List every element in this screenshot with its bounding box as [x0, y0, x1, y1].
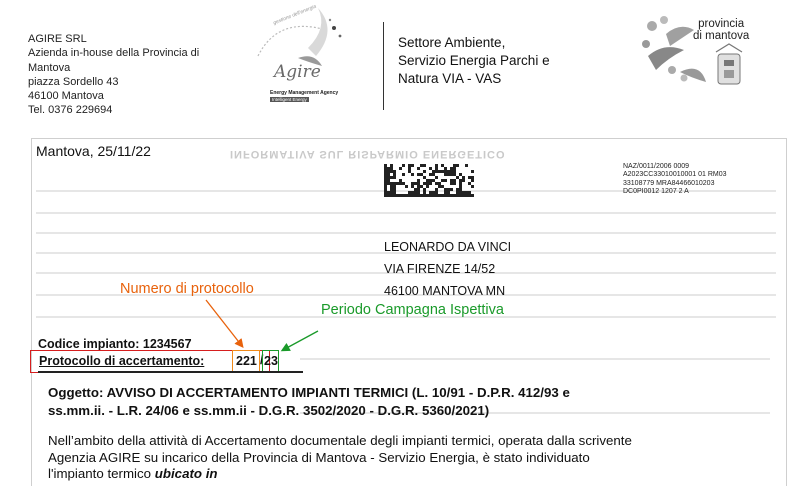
- annotation-protocol-number: Numero di protocollo: [120, 281, 254, 297]
- protocol-number: 221: [236, 354, 257, 368]
- body-line: Nell’ambito della attività di Accertamento documentale degli impianti termici, operata dalla scrivente: [48, 433, 632, 448]
- recipient-line: VIA FIRENZE 14/52: [384, 262, 496, 276]
- letter-body: [48, 433, 632, 483]
- body-line: [48, 466, 632, 483]
- annotation-campaign-period: Periodo Campagna Ispettiva: [321, 302, 504, 318]
- period-arrow: [283, 331, 318, 350]
- sector-line: Servizio Energia Parchi e: [398, 53, 550, 68]
- sender-line: 46100 Mantova: [28, 90, 104, 103]
- protocol-separator: /: [260, 353, 264, 367]
- code-line: 33108779 MRA84466010203: [623, 179, 715, 187]
- subject-line: Oggetto: AVVISO DI ACCERTAMENTO IMPIANTI TERMICI (L. 10/91 - D.P.R. 412/93 e: [48, 385, 570, 400]
- agire-tagline: Energy Management Agency: [270, 90, 339, 96]
- recipient-line: LEONARDO DA VINCI: [384, 240, 512, 254]
- sender-line: Mantova: [28, 61, 71, 74]
- body-text-italic: ubicato in: [154, 466, 218, 481]
- sender-line: Azienda in-house della Provincia di: [28, 47, 200, 60]
- protocol-label: Protocollo di accertamento:: [39, 354, 205, 368]
- recipient-line: 46100 MANTOVA MN: [384, 284, 506, 298]
- period-number: 23: [264, 354, 278, 368]
- subject-line: ss.mm.ii. - L.R. 24/06 e ss.mm.ii - D.G.R. 3502/2020 - D.G.R. 5360/2021): [48, 403, 490, 418]
- sender-line: piazza Sordello 43: [28, 75, 119, 88]
- body-line: Agenzia AGIRE su incarico della Provincia di Mantova - Servizio Energia, è stato individuato: [48, 449, 590, 465]
- letter-subject: [48, 384, 570, 420]
- protocol-arrow: [206, 300, 242, 346]
- agire-wordmark: Agire: [274, 62, 321, 82]
- agire-arc-text: gestione dell'energia: [272, 3, 318, 27]
- province-line: provincia: [698, 18, 745, 30]
- place-date: Mantova, 25/11/22: [36, 143, 151, 159]
- agire-subtitle: Intelligent Energy: [272, 97, 307, 102]
- body-text-plain: l'impianto termico: [48, 466, 155, 481]
- code-line: DC0PI0012 1207 2 A: [623, 187, 689, 195]
- underline-rule: [38, 371, 303, 373]
- sender-line: AGIRE SRL: [28, 33, 87, 45]
- sender-line: Tel. 0376 229694: [28, 104, 113, 117]
- sector-line: Settore Ambiente,: [398, 35, 506, 50]
- code-line: A2023CC33010010001 01 RM03: [623, 171, 727, 179]
- code-line: NAZ/0011/2006 0009: [623, 163, 690, 170]
- province-line: di mantova: [693, 30, 750, 42]
- sector-line: Natura VIA - VAS: [398, 71, 502, 86]
- bleed-through-title: INFORMATIVA SUL RISPARMIO ENERGETICO: [230, 148, 506, 160]
- plant-code: Codice impianto: 1234567: [38, 337, 192, 351]
- period-number-box: [262, 350, 279, 372]
- protocol-number-box: [232, 350, 260, 372]
